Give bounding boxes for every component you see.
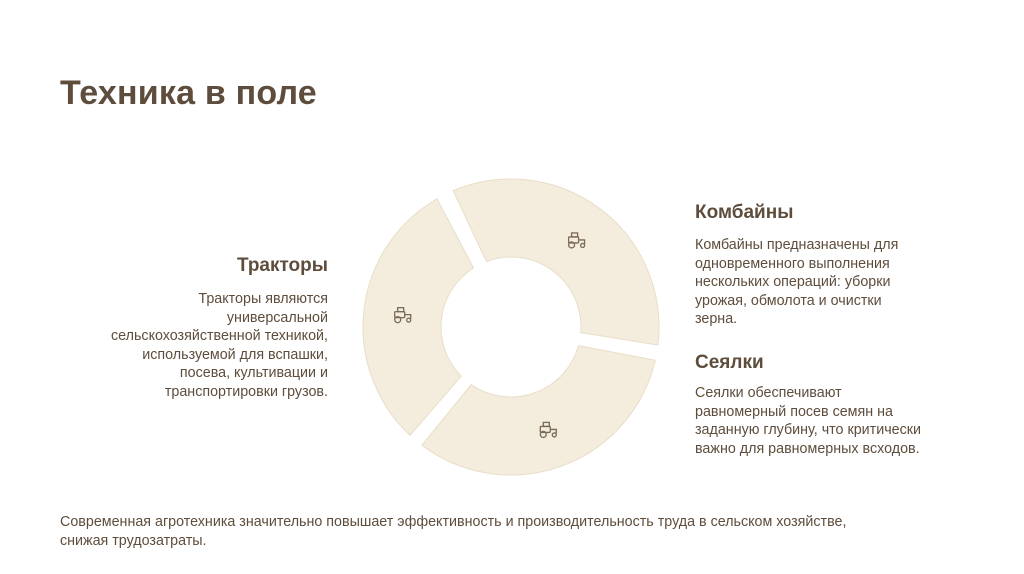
segment-tractors [363,199,473,435]
tractors-description: Тракторы являются универсальной сельскохозяйственной техникой, используемой для вспашки, посева, культивации и транспортировки грузов. [111,291,328,400]
tractors-block [68,255,328,401]
combines-block [695,202,955,329]
footer-text: Современная агротехника значительно повышает эффективность и производительность труда в сельском хозяйстве, снижая трудозатраты. [60,514,847,549]
seeders-description: Сеялки обеспечивают равномерный посев семян на заданную глубину, что критически важно для равномерных всходов. [695,385,921,457]
combines-description: Комбайны предназначены для одновременного выполнения нескольких операций: уборки урожая, обмолота и очистки зерна. [695,237,899,327]
seeders-heading: Сеялки [695,352,764,373]
combines-heading: Комбайны [695,202,794,223]
seeders-block [695,352,955,458]
segment-seeders [422,346,655,475]
page-title: Техника в поле [60,74,317,112]
segment-combines [453,179,659,345]
tractors-heading: Тракторы [236,255,328,276]
